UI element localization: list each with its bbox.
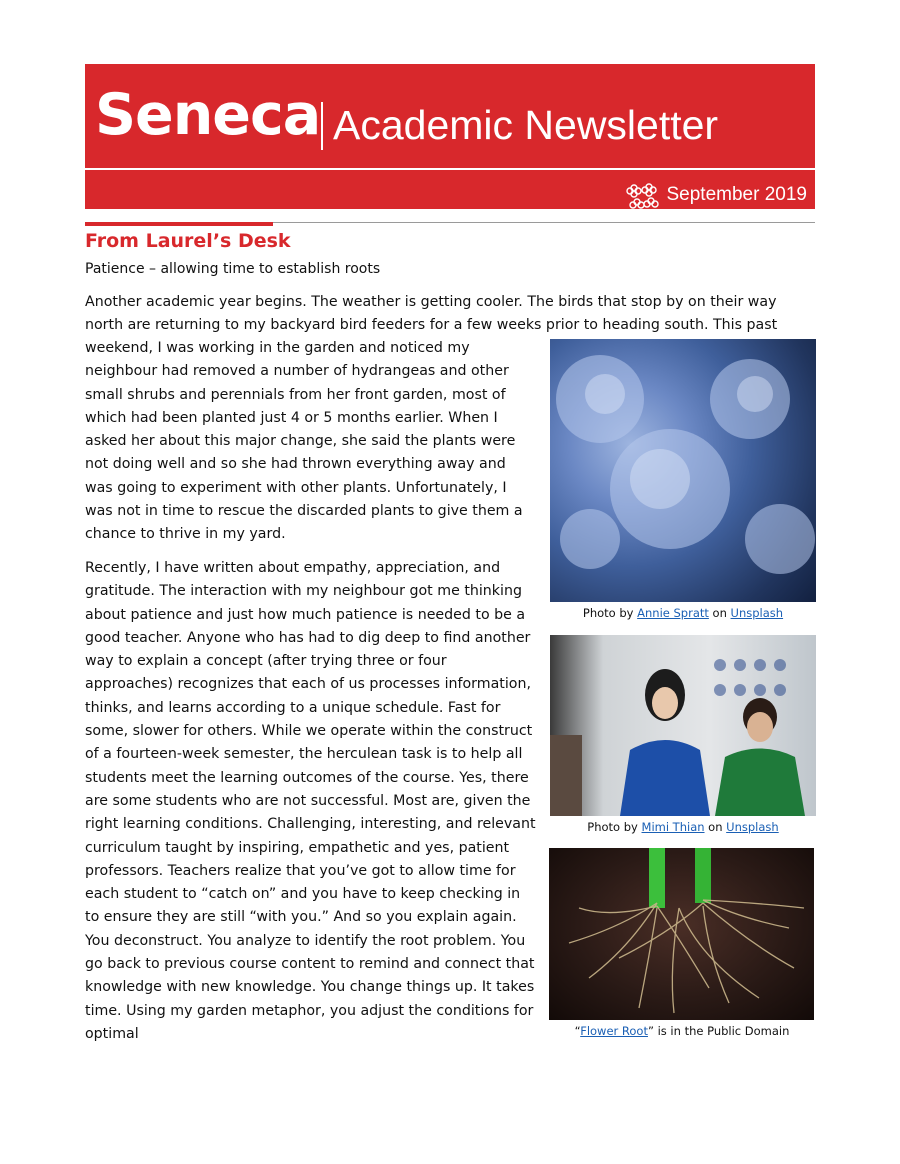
photographer-link[interactable]: Annie Spratt [637, 606, 709, 620]
figure-hydrangea [550, 339, 816, 620]
hydrangea-illustration [550, 339, 816, 602]
caption-text: on [708, 606, 731, 620]
banner-rule [85, 168, 815, 170]
unsplash-link[interactable]: Unsplash [730, 606, 784, 620]
paragraph-line: Another academic year begins. The weather is getting cooler. The birds that stop by on their way [85, 294, 777, 310]
caption-text: Photo by [587, 820, 642, 834]
issue-date [625, 180, 808, 210]
figure-caption [550, 606, 816, 620]
unsplash-link[interactable]: Unsplash [726, 820, 779, 834]
newsletter-banner [85, 64, 815, 209]
classroom-illustration [550, 635, 816, 816]
article-paragraph-1: weekend, I was working in the garden and noticed my neighbour had removed a number of hydrangeas and other small shrubs and perennials from her front garden, most of which had been planted just 4 or 5 months earlier. When I asked her about this major change, she said the plants were not doing well and so she had thrown everything away and was going to experiment with other plants. Unfortunately, I was not in time to rescue the discarded plants to give them a chance to thrive in my yard. [85, 340, 523, 543]
paragraph-line: north are returning to my backyard bird feeders for a few weeks prior to heading south. This past [85, 317, 778, 334]
section-accent-rule [85, 222, 273, 226]
caption-text: ” is in the Public Domain [647, 1024, 790, 1038]
flower-root-illustration [549, 848, 814, 1020]
flower-icon [625, 180, 661, 210]
figure-classroom [550, 635, 816, 834]
flower-root-photo [549, 848, 814, 1020]
figure-flower-root [549, 848, 815, 1038]
brand-logo: Seneca [95, 82, 321, 148]
article-subtitle: Patience – allowing time to establish roots [85, 261, 381, 277]
issue-date-text: September 2019 [666, 184, 807, 205]
figure-caption [549, 1024, 815, 1038]
hydrangea-photo [550, 339, 816, 602]
classroom-photo [550, 635, 816, 816]
caption-text: on [704, 820, 727, 834]
flower-root-link[interactable]: Flower Root [580, 1024, 648, 1038]
brand-divider [321, 102, 323, 150]
article-paragraph-intro [85, 291, 815, 338]
caption-text: Photo by [582, 606, 638, 620]
figure-caption [550, 820, 816, 834]
newsletter-title: Academic Newsletter [333, 102, 719, 148]
photographer-link[interactable]: Mimi Thian [641, 820, 705, 834]
caption-text: “ [574, 1024, 581, 1038]
article-paragraph-2: Recently, I have written about empathy, appreciation, and gratitude. The interaction with my neighbour got me thinking about patience and just how much patience is needed to be a good teacher. Anyone who has had to dig deep to find another way to explain a concept (after trying three or four approaches) recognizes that each of us processes information, thinks, and learns according to a unique schedule. Fast for some, slower for others. While we operate within the construct of a fourteen-week semester, the herculean task is to help all students meet the learning outcomes of the course. Yes, there are some students who are not successful. Most are, given the right learning conditions. Challenging, interesting, and relevant curriculum taught by inspiring, empathetic and yes, patient professors. Teachers realize that you’ve got to allow time for each student to “catch on” and you have to keep checking in to ensure they are still “with you.” And so you explain again. You deconstruct. You analyze to identify the root problem. You go back to previous course content to remind and connect that knowledge with new knowledge. You change things up. It takes time. Using my garden metaphor, you adjust the conditions for optimal [85, 560, 536, 1042]
article-title: From Laurel’s Desk [85, 230, 291, 252]
